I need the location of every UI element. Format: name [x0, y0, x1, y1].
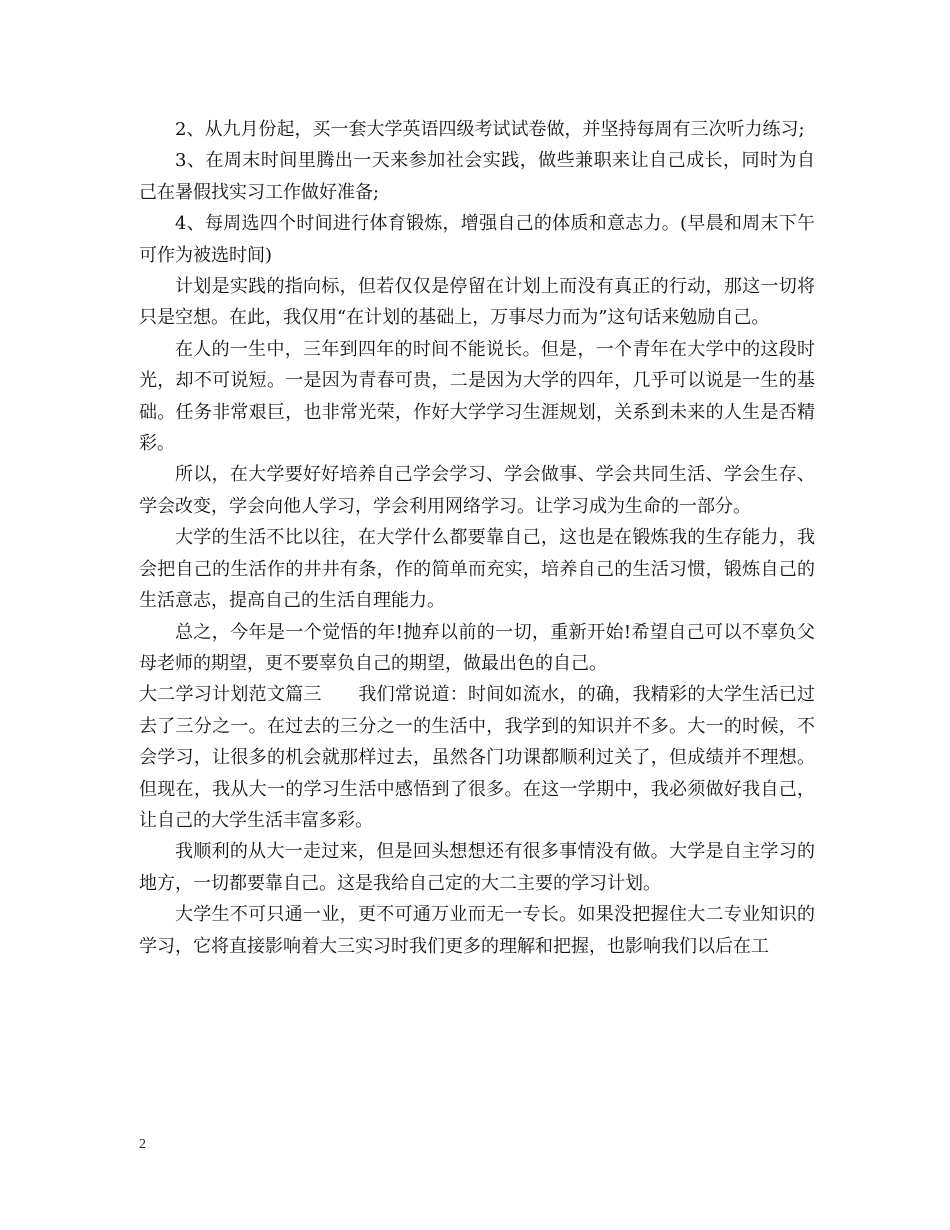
page-number: 2 — [139, 1137, 146, 1152]
paragraph-plan-guideline: 计划是实践的指向标，但若仅仅是停留在计划上而没有真正的行动，那这一切将只是空想。在此，我仅用“在计划的基础上，万事尽力而为”这句话来勉励自己。 — [139, 276, 815, 329]
paragraph-conclusion: 总之，今年是一个觉悟的年!抛弃以前的一切，重新开始!希望自己可以不辜负父母老师的期望，更不要辜负自己的期望，做最出色的自己。 — [139, 621, 815, 674]
paragraph-sophomore-plan: 我顺利的从大一走过来，但是回头想想还有很多事情没有做。大学是自主学习的地方，一切都要靠自己。这是我给自己定的大二主要的学习计划。 — [139, 841, 815, 894]
paragraph-item-4: 4、每周选四个时间进行体育锻炼，增强自己的体质和意志力。(早晨和周末下午可作为被选时间) — [139, 213, 815, 266]
document-body — [139, 114, 815, 962]
paragraph-item-2: 2、从九月份起，买一套大学英语四级考试试卷做，并坚持每周有三次听力练习; — [175, 119, 805, 140]
paragraph-specialty: 大学生不可只通一业，更不可通万业而无一专长。如果没把握住大二专业知识的学习，它将直接影响着大三实习时我们更多的理解和把握，也影响我们以后在工 — [139, 904, 815, 957]
paragraph-university-life: 大学的生活不比以往，在大学什么都要靠自己，这也是在锻炼我的生存能力，我会把自己的生活作的井井有条，作的简单而充实，培养自己的生活习惯，锻炼自己的生活意志，提高自己的生活自理能力。 — [139, 527, 815, 612]
paragraph-sample-three: 大二学习计划范文篇三 我们常说道：时间如流水，的确，我精彩的大学生活已过去了三分之一。在过去的三分之一的生活中，我学到的知识并不多。大一的时候，不会学习，让很多的机会就那样过去，虽然各门功课都顺利过关了，但成绩并不理想。但现在，我从大一的学习生活中感悟到了很多。在这一学期中，我必须做好我自己，让自己的大学生活丰富多彩。 — [139, 684, 815, 831]
paragraph-item-3: 3、在周末时间里腾出一天来参加社会实践，做些兼职来让自己成长，同时为自己在暑假找实习工作做好准备; — [139, 150, 815, 203]
paragraph-learn-skills: 所以，在大学要好好培养自己学会学习、学会做事、学会共同生活、学会生存、学会改变，学会向他人学习，学会利用网络学习。让学习成为生命的一部分。 — [139, 464, 815, 517]
paragraph-university-years: 在人的一生中，三年到四年的时间不能说长。但是，一个青年在大学中的这段时光，却不可说短。一是因为青春可贵，二是因为大学的四年，几乎可以说是一生的基础。任务非常艰巨，也非常光荣，作好大学学习生涯规划，关系到未来的人生是否精彩。 — [139, 338, 815, 455]
